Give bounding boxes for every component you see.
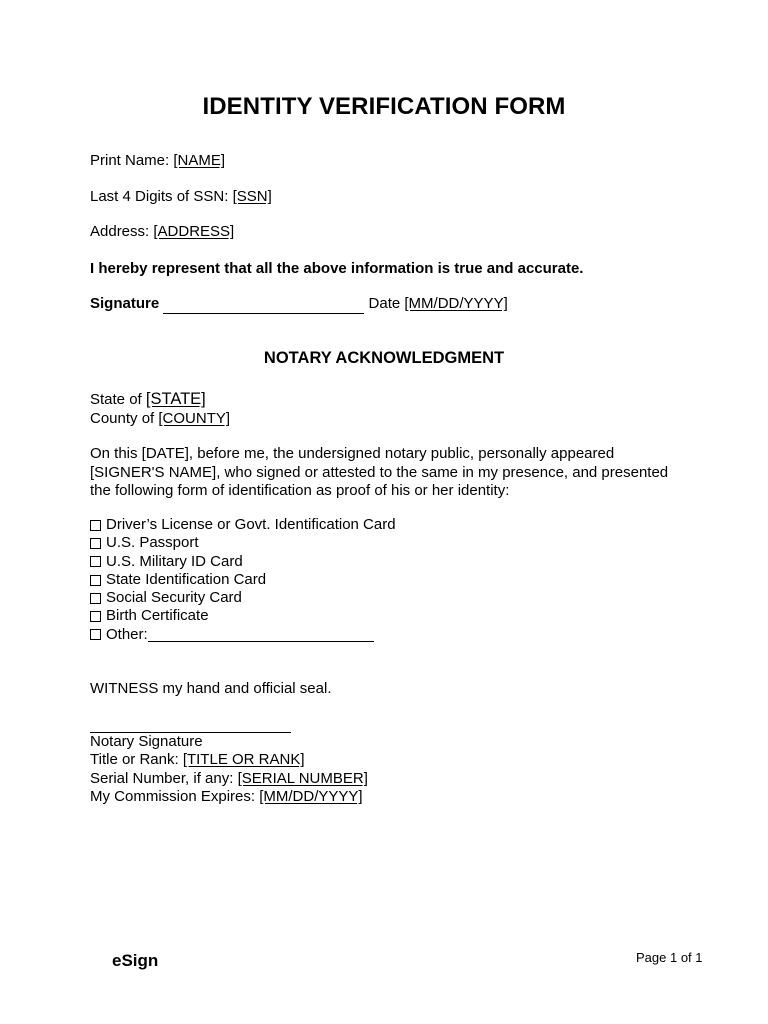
checkbox[interactable] (90, 575, 101, 586)
address-label: Address: (90, 223, 154, 240)
checkbox[interactable] (90, 520, 101, 531)
ssn-label: Last 4 Digits of SSN: (90, 188, 233, 205)
id-option-other (90, 626, 396, 644)
notary-paragraph: On this [DATE], before me, the undersigned notary public, personally appeared [SIGNER'S NAME], who signed or attested to the same in my presence, and presented the following form of identification as proof of his or her identity: (90, 445, 669, 499)
id-checklist (90, 516, 396, 644)
id-option-label: Birth Certificate (106, 607, 209, 625)
id-option-state-id (90, 571, 396, 589)
date-label: Date (368, 295, 405, 312)
id-option-birth-certificate (90, 607, 396, 625)
print-name-value[interactable]: [NAME] (173, 152, 226, 169)
title-field (90, 751, 368, 769)
notary-details (90, 733, 368, 806)
commission-label: My Commission Expires: (90, 787, 260, 805)
id-option-drivers-license (90, 516, 396, 534)
address-value[interactable]: [ADDRESS] (153, 223, 235, 240)
other-line[interactable] (148, 627, 374, 642)
representation-statement: I hereby represent that all the above information is true and accurate. (90, 260, 584, 277)
id-option-military-id (90, 553, 396, 571)
checkbox[interactable] (90, 556, 101, 567)
ssn-field (90, 188, 272, 206)
checkbox[interactable] (90, 593, 101, 604)
title-value[interactable]: [TITLE OR RANK] (182, 751, 305, 769)
id-option-label: Social Security Card (106, 589, 242, 607)
checkbox[interactable] (90, 538, 101, 549)
serial-label: Serial Number, if any: (90, 769, 238, 787)
notary-heading: NOTARY ACKNOWLEDGMENT (263, 349, 505, 367)
form-title: IDENTITY VERIFICATION FORM (202, 93, 566, 120)
esign-logo: eSign (112, 951, 159, 970)
id-option-label: U.S. Military ID Card (106, 552, 243, 570)
id-option-social-security (90, 589, 396, 607)
other-label: Other: (106, 625, 148, 643)
print-name-field (90, 152, 225, 170)
witness-statement: WITNESS my hand and official seal. (90, 680, 332, 697)
checkbox[interactable] (90, 611, 101, 622)
county-label: County of (90, 410, 159, 427)
county-field (90, 410, 230, 428)
commission-value[interactable]: [MM/DD/YYYY] (259, 787, 363, 805)
serial-field (90, 770, 368, 788)
signature-row (90, 295, 508, 314)
ssn-value[interactable]: [SSN] (232, 188, 272, 205)
page-number: Page 1 of 1 (636, 950, 703, 965)
id-option-passport (90, 534, 396, 552)
checkbox[interactable] (90, 629, 101, 640)
state-label: State of (90, 391, 146, 408)
signature-label: Signature (90, 295, 160, 312)
county-value[interactable]: [COUNTY] (158, 410, 231, 427)
id-option-label: U.S. Passport (106, 534, 199, 552)
state-field (90, 390, 206, 409)
signature-line[interactable] (163, 295, 364, 314)
title-label: Title or Rank: (90, 751, 183, 769)
signature-date-value[interactable]: [MM/DD/YYYY] (404, 295, 508, 312)
id-option-label: State Identification Card (106, 570, 267, 588)
notary-signature-label: Notary Signature (90, 733, 203, 750)
commission-field (90, 788, 368, 806)
address-field (90, 223, 234, 241)
print-name-label: Print Name: (90, 152, 174, 169)
id-option-label: Driver’s License or Govt. Identification Card (106, 516, 396, 533)
serial-value[interactable]: [SERIAL NUMBER] (237, 769, 368, 787)
notary-signature-line[interactable] (90, 716, 291, 733)
state-value[interactable]: [STATE] (145, 390, 206, 408)
